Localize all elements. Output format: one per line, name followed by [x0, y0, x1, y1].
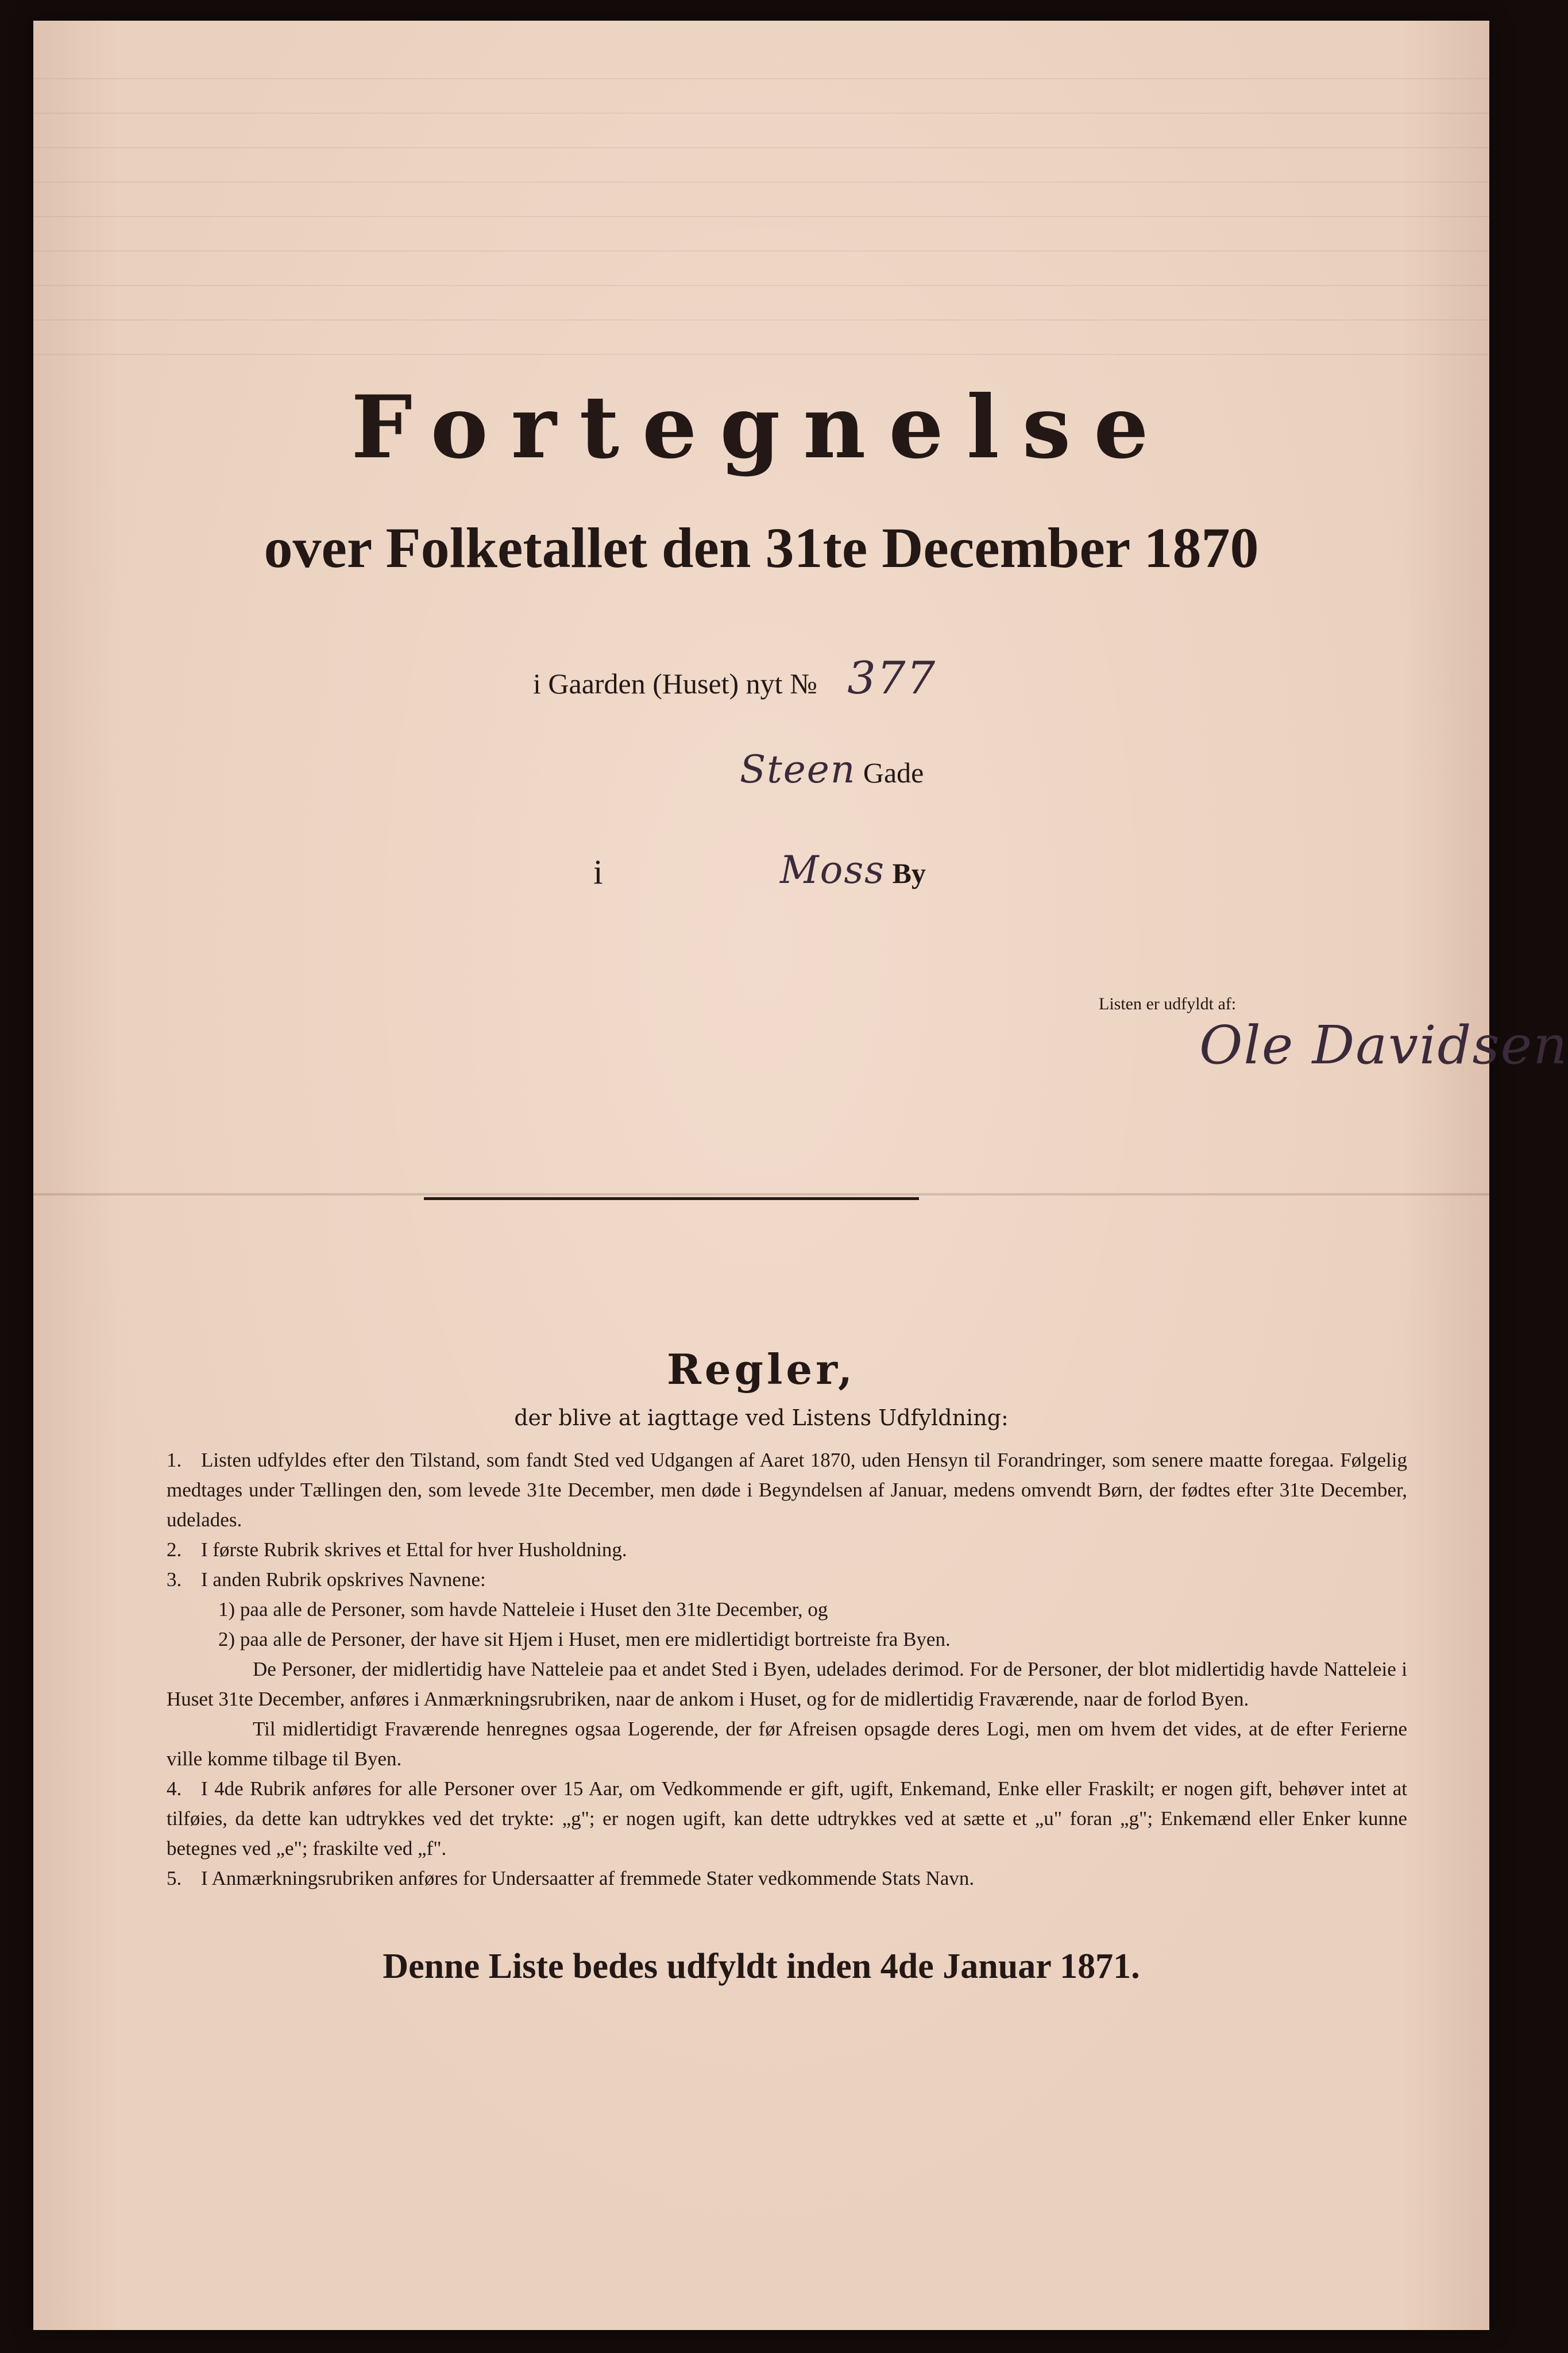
rule-item [167, 1774, 1407, 1864]
section-divider [424, 1197, 919, 1200]
rule-text: De Personer, der midlertidig have Natteleie paa et andet Sted i Byen, udelades derimod. For de Personer, der blot midlertidig havde Natteleie i Huset 31te December, anføres i Anmærkningsrubriken, naar de ankom i Huset, og for de midlertidig Fraværende, naar de forlod Byen. [167, 1658, 1407, 1710]
rules-list [167, 1445, 1407, 1893]
bleed-through-ruling [33, 216, 1489, 217]
rule-text: 1) paa alle de Personer, som havde Natteleie i Huset den 31te December, og [218, 1598, 828, 1621]
rule-text: I anden Rubrik opskrives Navnene: [201, 1568, 486, 1591]
gaard-number-handwritten: 377 [847, 653, 937, 704]
gaard-label: i Gaarden (Huset) nyt № [533, 668, 817, 700]
rule-number: 3. [167, 1568, 182, 1591]
bleed-through-ruling [33, 319, 1489, 321]
bleed-through-ruling [33, 182, 1489, 183]
city-suffix: By [892, 857, 926, 889]
street-suffix: Gade [863, 757, 924, 789]
bleed-through-ruling [33, 354, 1489, 355]
filled-by-signature: Ole Davidsen [1199, 1015, 1568, 1076]
rule-text: I Anmærkningsrubriken anføres for Undersaatter af fremmede Stater vedkommende Stats Navn. [201, 1867, 975, 1889]
rules-intro: der blive at iagttage ved Listens Udfyldning: [514, 1405, 1009, 1430]
rule-item [167, 1535, 1407, 1565]
rule-number: 5. [167, 1867, 182, 1889]
rule-note [167, 1654, 1407, 1714]
rule-text: I 4de Rubrik anføres for alle Personer over 15 Aar, om Vedkommende er gift, ugift, Enkemand, Enke eller Fraskilt; er nogen gift, behøver intet at tilføies, da dette kan udtrykkes ved det trykte: „g"; er nogen ugift, kan dette udtrykkes ved at sætte et „u" foran „g"; Enkemænd eller Enker kunne betegnes ved „e"; fraskilte ved „f". [167, 1777, 1407, 1860]
bleed-through-ruling [33, 113, 1489, 114]
document-subtitle: over Folketallet den 31te December 1870 [264, 516, 1259, 580]
census-form-sheet [33, 21, 1568, 2330]
bleed-through-ruling [33, 147, 1489, 148]
rule-item [167, 1864, 1407, 1893]
city-name-handwritten: Moss [780, 848, 886, 892]
rule-note [167, 1714, 1407, 1774]
rule-number: 1. [167, 1449, 182, 1471]
rules-heading: Regler, [667, 1345, 856, 1394]
paper-fold [33, 1193, 1489, 1196]
document-title: Fortegnelse [351, 377, 1172, 478]
rule-text: Til midlertidigt Fraværende henregnes ogsaa Logerende, der før Afreisen opsagde deres Logi, men om hvem det vides, at de efter Ferierne ville komme tilbage til Byen. [167, 1718, 1407, 1770]
street-name-handwritten: Steen [740, 747, 856, 792]
gaard-line [533, 653, 936, 704]
bleed-through-ruling [33, 78, 1489, 79]
rule-number: 4. [167, 1777, 182, 1800]
rule-text: Listen udfyldes efter den Tilstand, som fandt Sted ved Udgangen af Aaret 1870, uden Hensyn til Forandringer, som senere maatte foregaa. Følgelig medtages under Tællingen den, som levede 31te December, men døde i Begyndelsen af Januar, medens omvendt Børn, der fødtes efter 31te December, udelades. [167, 1449, 1407, 1531]
rule-text: I første Rubrik skrives et Ettal for hver Husholdning. [201, 1538, 627, 1561]
rule-subitem [167, 1595, 1407, 1625]
city-line-prefix: i [593, 853, 603, 891]
filled-by-label: Listen er udfyldt af: [1099, 994, 1237, 1013]
rule-number: 2. [167, 1538, 182, 1561]
rule-item [167, 1565, 1407, 1595]
deadline-footer: Denne Liste bedes udfyldt inden 4de Januar 1871. [383, 1947, 1140, 1986]
bleed-through-ruling [33, 285, 1489, 286]
street-line [740, 747, 924, 792]
rule-subitem [167, 1625, 1407, 1654]
rule-item [167, 1445, 1407, 1535]
bleed-through-ruling [33, 250, 1489, 252]
city-line [780, 848, 926, 892]
rule-text: 2) paa alle de Personer, der have sit Hjem i Huset, men ere midlertidigt bortreiste fra Byen. [218, 1628, 951, 1650]
